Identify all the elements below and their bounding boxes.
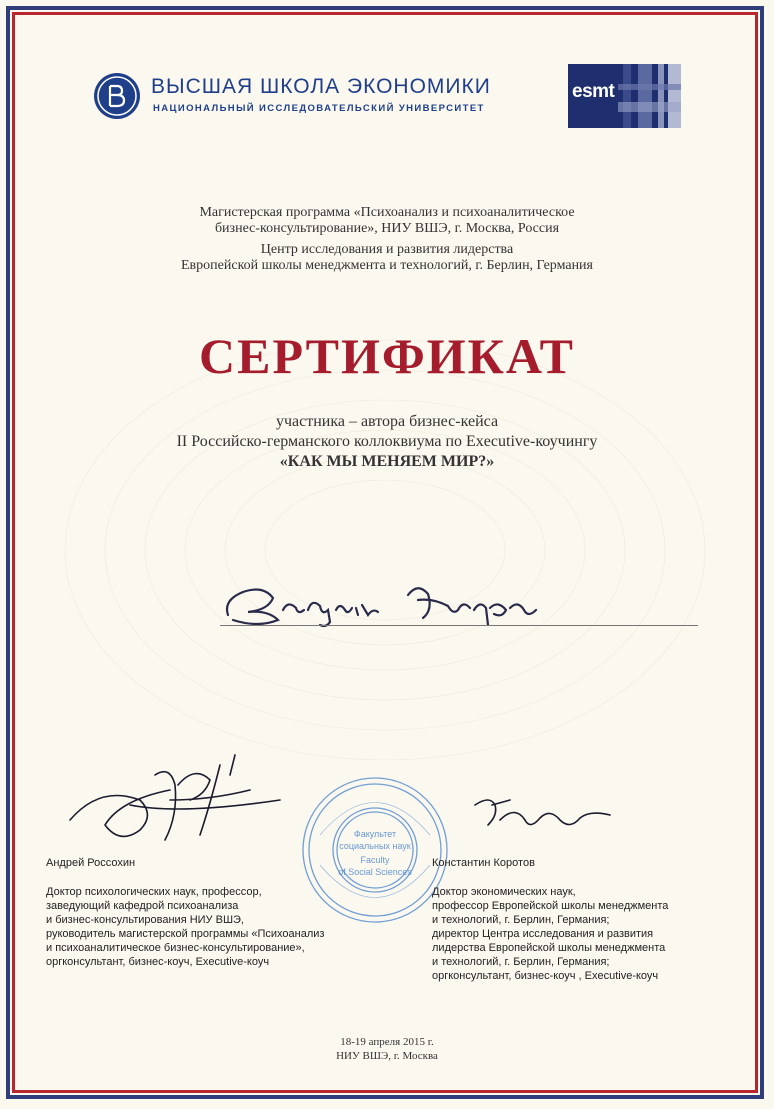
signatory-left-line: руководитель магистерской программы «Психоанализ [46,928,325,940]
signatory-right [432,856,668,983]
stamp-line-3: Faculty [360,855,390,865]
stamp-line-2: социальных наук [339,841,411,851]
signatory-right-line: оргконсультант, бизнес-коуч , Executive-коуч [432,970,659,982]
signatory-right-line: профессор Европейской школы менеджмента [432,900,669,912]
esmt-logo [568,64,681,128]
certificate-line-3: «КАК МЫ МЕНЯЕМ МИР?» [279,453,495,470]
certificate-line-1: участника – автора бизнес-кейса [275,413,499,430]
stamp-line-1: Факультет [353,829,397,839]
university-subtitle: НАЦИОНАЛЬНЫЙ ИССЛЕДОВАТЕЛЬСКИЙ УНИВЕРСИТЕТ [153,103,485,114]
signatory-right-line: Доктор экономических наук, [432,886,576,898]
signatory-right-line: и технологий, г. Берлин, Германия; [432,914,610,926]
signatory-right-line: и технологий, г. Берлин, Германия; [432,956,610,968]
esmt-logo-text: esmt [572,81,615,102]
recipient-handwritten-name [218,570,558,630]
program-line-4: Европейской школы менеджмента и технологий, г. Берлин, Германия [181,258,593,273]
university-name: ВЫСШАЯ ШКОЛА ЭКОНОМИКИ [151,75,491,98]
korotov-signature [470,790,620,840]
stamp-line-4: of Social Sciences [338,867,412,877]
signatory-right-name: Константин Коротов [432,857,535,869]
signatory-left [46,856,324,969]
signatory-left-name: Андрей Россохин [46,857,136,869]
signatory-left-line: и психоаналитическое бизнес-консультирование», [46,942,305,954]
signatory-left-line: Доктор психологических наук, профессор, [46,886,262,898]
signatory-left-line: оргконсультант, бизнес-коуч, Executive-коуч [46,956,270,968]
signatory-left-line: и бизнес-консультирования НИУ ВШЭ, [46,914,244,926]
hse-logo-icon [93,72,141,120]
program-line-1: Магистерская программа «Психоанализ и психоаналитическое [199,205,575,220]
signatory-right-line: директор Центра исследования и развития [432,928,654,940]
certificate-line-2: II Российско-германского коллоквиума по Executive-коучингу [176,433,598,450]
signatory-right-line: лидерства Европейской школы менеджмента [432,942,666,954]
footer-place: НИУ ВШЭ, г. Москва [336,1050,438,1062]
program-line-2: бизнес-консультирование», НИУ ВШЭ, г. Москва, Россия [214,221,560,236]
rossokhin-signature [60,745,290,855]
signatory-left-line: заведующий кафедрой психоанализа [46,900,239,912]
program-line-3: Центр исследования и развития лидерства [260,242,514,257]
certificate-title: СЕРТИФИКАТ [198,328,575,384]
footer-date: 18-19 апреля 2015 г. [340,1036,434,1048]
recipient-underline [220,625,698,626]
